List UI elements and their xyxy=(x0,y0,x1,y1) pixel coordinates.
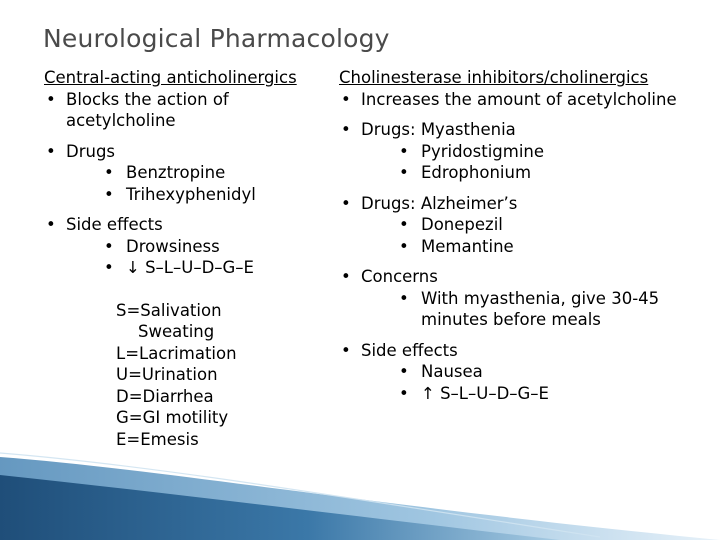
list-item-text: Increases the amount of acetylcholine xyxy=(361,89,677,109)
bullet-icon: • xyxy=(341,89,351,109)
list-item xyxy=(339,89,709,111)
list-item xyxy=(339,266,709,331)
sub-list xyxy=(66,162,329,205)
mnemonic-line: E=Emesis xyxy=(116,429,199,449)
mnemonic-line: U=Urination xyxy=(116,365,218,384)
sub-list-item xyxy=(361,236,709,258)
left-bullet-list xyxy=(44,89,329,279)
sub-list-item xyxy=(361,361,709,383)
sub-list-item-text: Pyridostigmine xyxy=(421,141,545,161)
sub-list xyxy=(361,361,709,404)
sludge-mnemonic xyxy=(44,300,329,451)
bullet-icon: • xyxy=(399,383,409,403)
list-item xyxy=(44,89,329,132)
bullet-icon: • xyxy=(341,193,351,213)
list-item-text: Drugs: Myasthenia xyxy=(361,120,516,139)
bullet-icon: • xyxy=(399,163,409,182)
sub-list-item xyxy=(361,162,709,184)
mnemonic-line: G=GI motility xyxy=(116,408,229,427)
sub-list-item-text: Memantine xyxy=(421,236,514,256)
sub-list xyxy=(66,236,329,279)
mnemonic-line: D=Diarrhea xyxy=(116,386,214,406)
bullet-icon: • xyxy=(399,215,409,234)
list-item xyxy=(339,340,709,405)
sub-list-item-text: ↓ S–L–U–D–G–E xyxy=(126,258,254,277)
bullet-icon: • xyxy=(399,288,409,308)
bullet-icon: • xyxy=(341,267,351,286)
sub-list xyxy=(361,141,709,184)
sub-list xyxy=(361,288,709,331)
sub-list-item-text: Nausea xyxy=(421,362,483,381)
sub-list-item xyxy=(361,288,709,331)
slide-title: Neurological Pharmacology xyxy=(43,24,390,53)
sub-list-item xyxy=(66,257,329,279)
bullet-icon: • xyxy=(104,236,114,256)
list-item-text: Drugs: Alzheimer’s xyxy=(361,193,518,213)
right-column-heading: Cholinesterase inhibitors/cholinergics xyxy=(339,68,649,87)
bullet-icon: • xyxy=(104,163,114,182)
list-item-text: Side effects xyxy=(66,215,163,234)
sub-list-item xyxy=(361,141,709,163)
bullet-icon: • xyxy=(341,340,351,360)
bullet-icon: • xyxy=(104,184,114,204)
left-column-heading: Central-acting anticholinergics xyxy=(44,68,297,87)
list-item-text: Blocks the action of acetylcholine xyxy=(66,89,229,130)
bullet-icon: • xyxy=(104,258,114,277)
bullet-icon: • xyxy=(399,236,409,256)
sub-list-item-text: ↑ S–L–U–D–G–E xyxy=(421,383,549,403)
sub-list-item-text: With myasthenia, give 30-45 minutes before meals xyxy=(421,288,660,329)
bullet-icon: • xyxy=(46,215,56,234)
footer-swoosh-dark xyxy=(0,475,560,540)
sub-list-item xyxy=(361,214,709,236)
right-column xyxy=(339,67,709,404)
bullet-icon: • xyxy=(46,89,56,109)
sub-list xyxy=(361,214,709,257)
list-item xyxy=(44,141,329,206)
sub-list-item xyxy=(361,383,709,405)
right-bullet-list xyxy=(339,89,709,405)
sub-list-item-text: Trihexyphenidyl xyxy=(126,184,256,204)
mnemonic-line: Sweating xyxy=(138,322,215,341)
sub-list-item xyxy=(66,236,329,258)
list-item-text: Concerns xyxy=(361,267,438,286)
bullet-icon: • xyxy=(341,120,351,139)
left-column xyxy=(44,67,329,450)
mnemonic-line: L=Lacrimation xyxy=(116,343,237,363)
sub-list-item-text: Donepezil xyxy=(421,215,503,234)
bullet-icon: • xyxy=(46,141,56,161)
list-item-text: Side effects xyxy=(361,340,458,360)
sub-list-item-text: Drowsiness xyxy=(126,236,220,256)
bullet-icon: • xyxy=(399,362,409,381)
list-item xyxy=(339,119,709,184)
sub-list-item xyxy=(66,184,329,206)
mnemonic-line: S=Salivation xyxy=(116,300,222,320)
sub-list-item-text: Benztropine xyxy=(126,163,226,182)
sub-list-item xyxy=(66,162,329,184)
sub-list-item-text: Edrophonium xyxy=(421,163,532,182)
slide-footer-decoration xyxy=(0,445,720,540)
list-item xyxy=(44,214,329,279)
list-item-text: Drugs xyxy=(66,141,116,161)
list-item xyxy=(339,193,709,258)
bullet-icon: • xyxy=(399,141,409,161)
